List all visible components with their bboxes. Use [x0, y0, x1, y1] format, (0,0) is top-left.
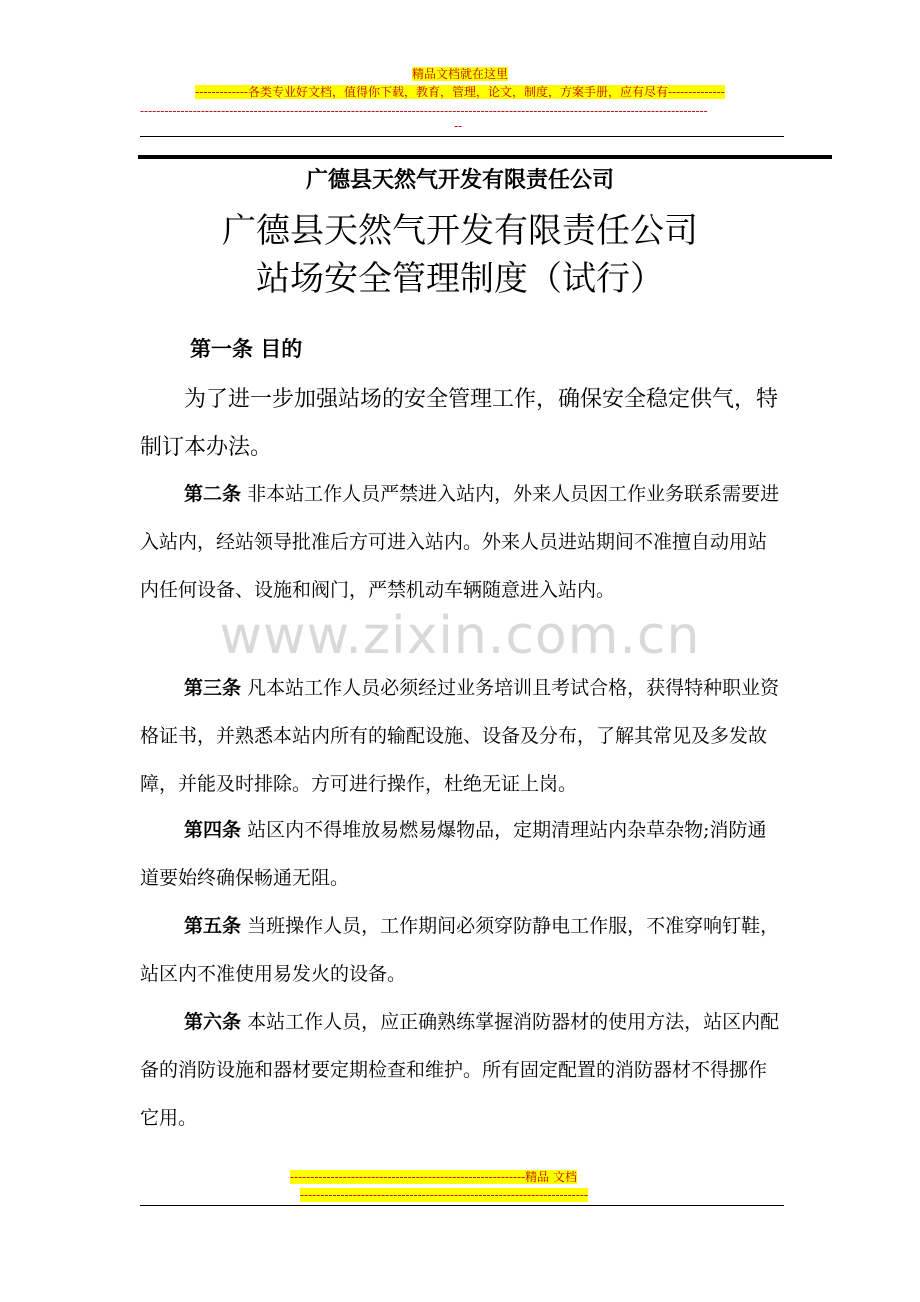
article-1-text: 为了进一步加强站场的安全管理工作，确保安全稳定供气，特制订本办法。: [140, 387, 779, 460]
company-name: 广德县天然气开发有限责任公司: [305, 168, 614, 193]
article-5: [140, 902, 780, 998]
article-text: 当班操作人员，工作期间必须穿防静电工作服，不准穿响钉鞋，站区内不准使用易发火的设备。: [140, 915, 780, 985]
footer-rule: [140, 1205, 784, 1206]
header-banner-tagline: -------------各类专业好文档，值得你下载，教育，管理，论文，制度，方案手册，应有尽有--------------: [195, 85, 725, 99]
header-dash-tail: --: [454, 119, 463, 133]
article-text: 非本站工作人员严禁进入站内，外来人员因工作业务联系需要进入站内，经站领导批准后方可进入站内。外来人员进站期间不准擅自动用站内任何设备、设施和阀门，严禁机动车辆随意进入站内。: [140, 483, 780, 601]
document-title-line2: 站场安全管理制度（试行）: [256, 259, 664, 299]
footer-banner: ----------------------------------------------------------精品 文档: [290, 1170, 577, 1184]
article-text: 本站工作人员，应正确熟练掌握消防器材的使用方法，站区内配备的消防设施和器材要定期检查和维护。所有固定配置的消防器材不得挪作它用。: [140, 1011, 780, 1129]
footer-dash-line: -----------------------------------------------------------------------: [300, 1188, 588, 1202]
article-label: 第三条: [184, 677, 242, 699]
article-3: [140, 664, 780, 808]
article-text: 站区内不得堆放易燃易爆物品，定期清理站内杂草杂物;消防通道要始终确保畅通无阻。: [140, 819, 767, 889]
article-2: [140, 470, 780, 614]
article-1-heading: 第一条 目的: [190, 337, 303, 361]
article-label: 第四条: [184, 819, 242, 841]
article-text: 凡本站工作人员必须经过业务培训且考试合格，获得特种职业资格证书，并熟悉本站内所有的输配设施、设备及分布，了解其常见及多发故障，并能及时排除。方可进行操作，杜绝无证上岗。: [140, 677, 780, 795]
header-thick-rule: [138, 155, 832, 159]
article-label: 第五条: [184, 915, 242, 937]
watermark: www.zixin.com.cn: [219, 606, 701, 666]
article-label: 第二条: [184, 483, 242, 505]
article-4: [140, 806, 780, 902]
article-label: 第六条: [184, 1011, 242, 1033]
header-rule: [140, 136, 784, 137]
article-6: [140, 998, 780, 1142]
document-title-line1: 广德县天然气开发有限责任公司: [222, 211, 698, 251]
header-banner-title: 精品文档就在这里: [411, 67, 508, 81]
header-dash-line: --------------------------------------------------------------------------------------------------------------------------------------------: [140, 104, 708, 118]
